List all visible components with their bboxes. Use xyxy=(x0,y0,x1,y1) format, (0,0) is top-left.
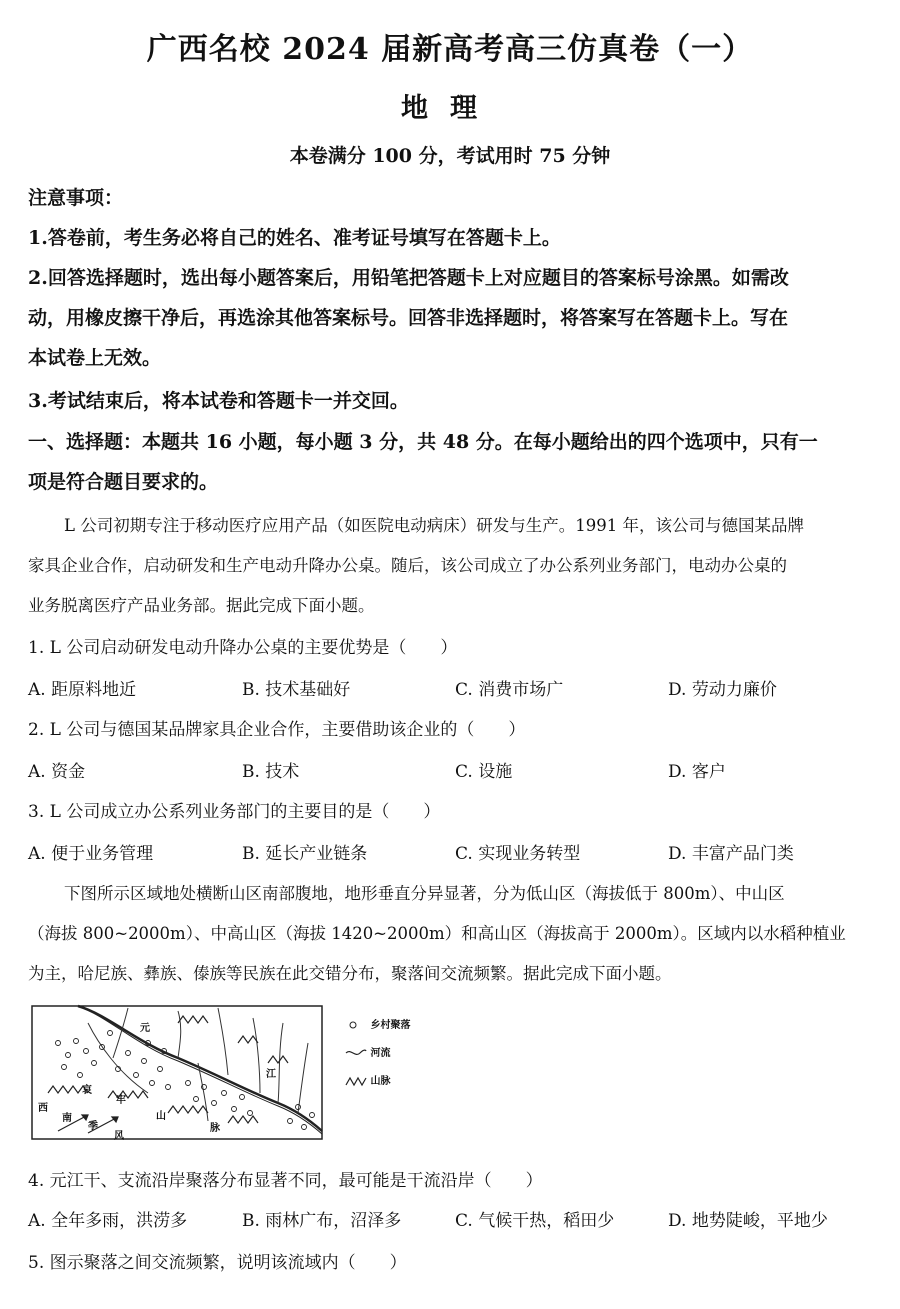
option-d: D. 地势陡峻，平地少 xyxy=(668,1211,828,1231)
exam-title: 广西名校 2024 届新高考高三仿真卷（一） xyxy=(146,32,754,67)
passage-line: 家具企业合作，启动研发和生产电动升降办公桌。随后，该公司成立了办公系列业务部门，电动办公桌的 xyxy=(28,556,787,575)
notice-item: 1.答卷前，考生务必将自己的姓名、准考证号填写在答题卡上。 xyxy=(28,227,561,249)
mountain-range xyxy=(48,1016,288,1123)
map-label-nan: 南 xyxy=(62,1113,72,1124)
legend-mountain-label: 山脉 xyxy=(370,1076,391,1087)
map-label-yuan: 元 xyxy=(140,1023,150,1034)
option-d: D. 客户 xyxy=(668,762,726,782)
tributary xyxy=(278,1023,283,1103)
passage-line: 下图所示区域地处横断山区南部腹地，地形垂直分异显著，分为低山区（海拔低于 800m）、中山区 xyxy=(64,884,785,903)
question-stem: 5. 图示聚落之间交流频繁，说明该流域内（ ） xyxy=(28,1253,407,1273)
passage-line: 业务脱离医疗产品业务部。据此完成下面小题。 xyxy=(28,596,375,615)
tributary xyxy=(298,1043,308,1113)
passage-line: 为主，哈尼族、彝族、傣族等民族在此交错分布，聚落间交流频繁。据此完成下面小题。 xyxy=(28,964,672,983)
map-legend xyxy=(345,1010,465,1140)
option-b: B. 技术 xyxy=(242,762,300,782)
option-a: A. 资金 xyxy=(28,762,86,782)
map-label-ai: 哀 xyxy=(82,1085,92,1096)
question-stem: 3. L 公司成立办公系列业务部门的主要目的是（ ） xyxy=(28,802,441,822)
question-stem: 2. L 公司与德国某品牌家具企业合作，主要借助该企业的（ ） xyxy=(28,720,526,740)
option-a: A. 距原料地近 xyxy=(28,680,137,700)
map-frame xyxy=(32,1006,322,1139)
option-d: D. 丰富产品门类 xyxy=(668,844,794,864)
legend-settlement-label: 乡村聚落 xyxy=(370,1020,411,1031)
map-label-xi: 西 xyxy=(38,1103,48,1114)
notice-item: 本试卷上无效。 xyxy=(28,347,162,369)
section-heading-cont: 项是符合题目要求的。 xyxy=(28,471,219,493)
map-label-jiang: 江 xyxy=(266,1069,276,1080)
settlement-icon xyxy=(345,1019,367,1031)
passage-line: L 公司初期专注于移动医疗应用产品（如医院电动病床）研发与生产。1991 年，该公司与德国某品牌 xyxy=(64,516,804,535)
map-label-mai: 脉 xyxy=(210,1123,220,1134)
option-d: D. 劳动力廉价 xyxy=(668,680,777,700)
settlement-dots xyxy=(56,1031,315,1130)
notice-item: 动，用橡皮擦干净后，再选涂其他答案标号。回答非选择题时，将答案写在答题卡上。写在 xyxy=(28,307,789,329)
tributary xyxy=(88,1023,148,1093)
option-c: C. 消费市场广 xyxy=(455,680,564,700)
option-b: B. 雨林广布，沼泽多 xyxy=(242,1211,402,1231)
map-label-ji: 季 xyxy=(88,1121,98,1132)
main-river xyxy=(78,1006,322,1131)
option-c: C. 气候干热，稻田少 xyxy=(455,1211,615,1231)
legend-mountain xyxy=(345,1072,475,1087)
option-c: C. 实现业务转型 xyxy=(455,844,581,864)
map-label-shan: 山 xyxy=(156,1111,166,1122)
exam-meta: 本卷满分 100 分，考试用时 75 分钟 xyxy=(289,145,611,167)
legend-settlement xyxy=(345,1016,475,1031)
option-a: A. 全年多雨，洪涝多 xyxy=(28,1211,188,1231)
tributary xyxy=(253,1018,260,1093)
option-c: C. 设施 xyxy=(455,762,513,782)
notice-heading: 注意事项： xyxy=(28,187,124,209)
tributary xyxy=(178,1011,181,1058)
passage-line: （海拔 800~2000m）、中高山区（海拔 1420~2000m）和高山区（海拔高于 2000m）。区域内以水稻种植业 xyxy=(28,924,846,943)
river-icon xyxy=(345,1047,367,1059)
subject-title: 地理 xyxy=(401,93,499,124)
section-heading: 一、选择题：本题共 16 小题，每小题 3 分，共 48 分。在每小题给出的四个选项中，只有一 xyxy=(28,431,818,453)
legend-river xyxy=(345,1044,475,1059)
question-stem: 1. L 公司启动研发电动升降办公桌的主要优势是（ ） xyxy=(28,638,458,658)
map-label-feng: 风 xyxy=(114,1131,124,1142)
tributary xyxy=(218,1008,228,1075)
notice-item: 2.回答选择题时，选出每小题答案后，用铅笔把答题卡上对应题目的答案标号涂黑。如需改 xyxy=(28,267,789,289)
option-b: B. 延长产业链条 xyxy=(242,844,368,864)
option-b: B. 技术基础好 xyxy=(242,680,351,700)
legend-river-label: 河流 xyxy=(370,1048,391,1059)
option-a: A. 便于业务管理 xyxy=(28,844,154,864)
question-stem: 4. 元江干、支流沿岸聚落分布显著不同，最可能是干流沿岸（ ） xyxy=(28,1171,543,1191)
notice-item: 3.考试结束后，将本试卷和答题卡一并交回。 xyxy=(28,390,409,412)
mountain-icon xyxy=(345,1075,367,1087)
map-label-lao: 牢 xyxy=(116,1095,126,1106)
